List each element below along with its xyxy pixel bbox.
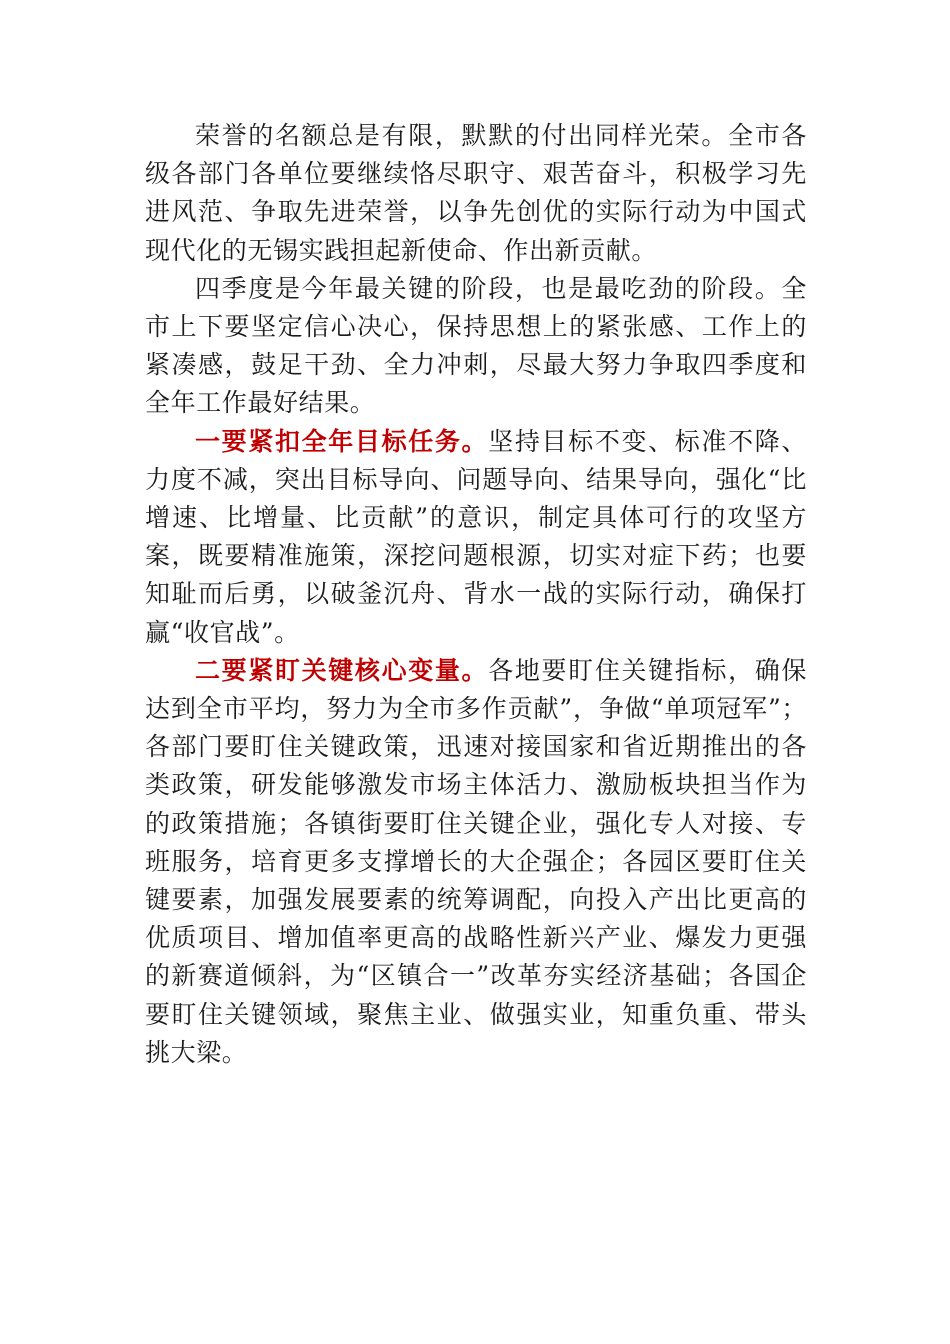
paragraph-key-variables	[145, 652, 807, 1072]
paragraph-lead-heading: 一要紧扣全年目标任务。	[195, 426, 489, 456]
document-body	[145, 117, 807, 1072]
paragraph-text: 荣誉的名额总是有限，默默的付出同样光荣。全市各级各部门各单位要继续恪尽职守、艰苦奋斗，积极学习先进风范、争取先进荣誉，以争先创优的实际行动为中国式现代化的无锡实践担起新使命、作出新贡献。	[145, 121, 807, 265]
paragraph-lead-heading: 二要紧盯关键核心变量。	[195, 655, 489, 685]
paragraph-honor	[145, 117, 807, 270]
paragraph-fourth-quarter	[145, 270, 807, 423]
paragraph-text: 四季度是今年最关键的阶段，也是最吃劲的阶段。全市上下要坚定信心决心，保持思想上的紧张感、工作上的紧凑感，鼓足干劲、全力冲刺，尽最大努力争取四季度和全年工作最好结果。	[145, 273, 807, 418]
paragraph-text: 坚持目标不变、标准不降、力度不减，突出目标导向、问题导向、结果导向，强化“比增速、比增量、比贡献”的意识，制定具体可行的攻坚方案，既要精准施策，深挖问题根源，切实对症下药；也要知耻而后勇，以破釜沉舟、背水一战的实际行动，确保打赢“收官战”。	[145, 426, 807, 647]
paragraph-text: 各地要盯住关键指标，确保达到全市平均，努力为全市多作贡献”，争做“单项冠军”；各部门要盯住关键政策，迅速对接国家和省近期推出的各类政策，研发能够激发市场主体活力、激励板块担当作为的政策措施；各镇街要盯住关键企业，强化专人对接、专班服务，培育更多支撑增长的大企强企；各园区要盯住关键要素，加强发展要素的统筹调配，向投入产出比更高的优质项目、增加值率更高的战略性新兴产业、爆发力更强的新赛道倾斜，为“区镇合一”改革夯实经济基础；各国企要盯住关键领域，聚焦主业、做强实业，知重负重、带头挑大梁。	[145, 655, 807, 1067]
paragraph-annual-targets	[145, 423, 807, 652]
